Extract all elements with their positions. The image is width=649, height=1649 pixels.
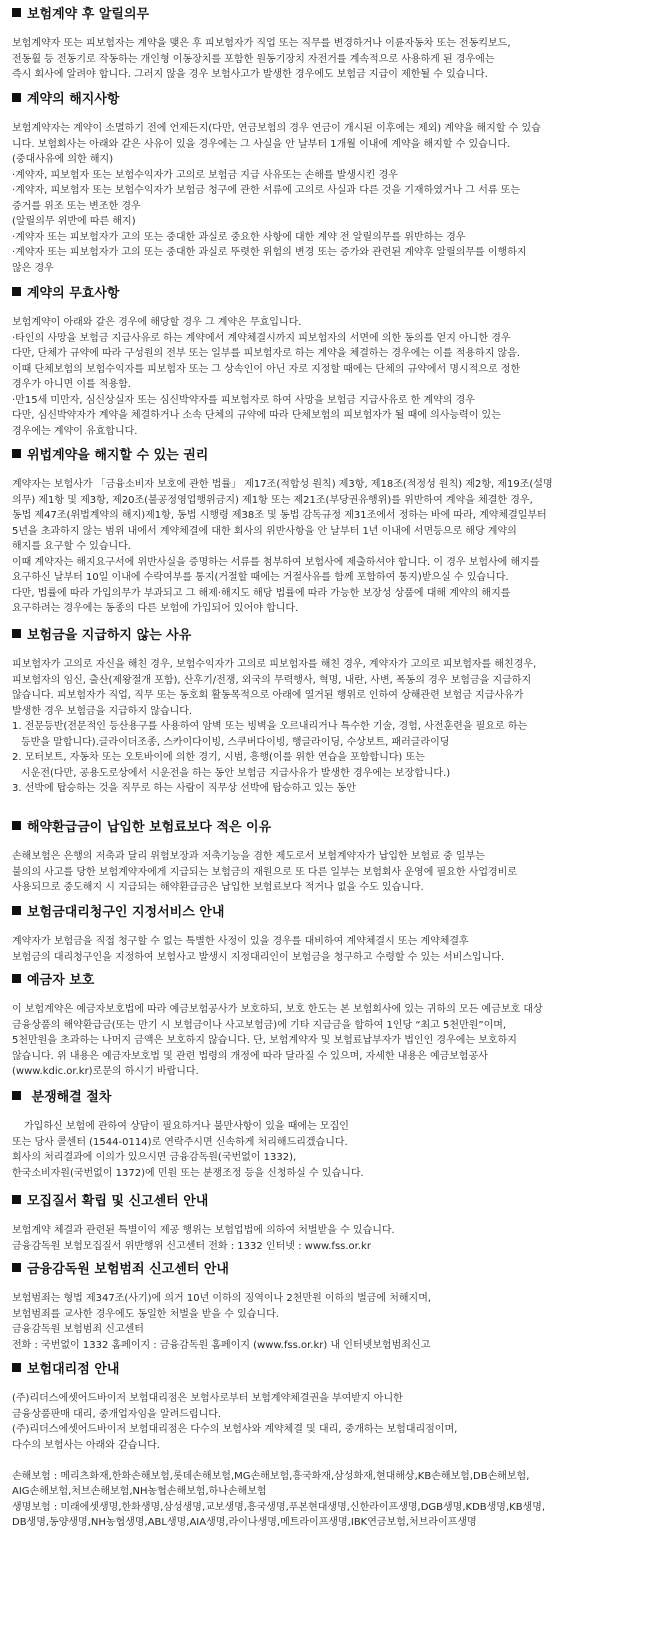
text-line: 다만, 법률에 따라 가입의무가 부과되고 그 해제·해지도 해당 법률에 따라 가능한 보장성 상품에 대해 계약의 해지를	[12, 587, 511, 599]
square-bullet-icon	[12, 1091, 21, 1100]
text-line: 손해보험은 은행의 저축과 달리 위험보장과 저축기능을 겸한 제도로서 보험계약자가 납입한 보험료 중 일부는	[12, 851, 485, 862]
section-heading: 분쟁해결 절차	[12, 1089, 641, 1107]
square-bullet-icon	[12, 1195, 21, 1204]
section-heading: 계약의 무효사항	[12, 285, 641, 303]
section-surrender-value	[12, 819, 641, 896]
section-termination	[12, 91, 641, 276]
section-dispute-resolution	[12, 1089, 641, 1181]
text-line: 가입하신 보험에 관하여 상담이 필요하거나 불만사항이 있을 때에는 모집인	[24, 1121, 349, 1132]
text-line: ·계약자, 피보험자 또는 보험수익자가 보험금 청구에 관한 서류에 고의로 사실과 다른 것을 기재하였거나 그 서류 또는	[12, 185, 521, 196]
text-line: 이때 단체보험의 보험수익자를 피보험자 또는 그 상속인이 아닌 자로 지정할 때에는 단체의 규약에서 명시적으로 정한	[12, 363, 521, 375]
square-bullet-icon	[12, 629, 21, 638]
section-heading: 보험금을 지급하지 않는 사유	[12, 627, 641, 645]
text-line: 전화 : 국번없이 1332 홈페이지 : 금융감독원 홈페이지 (www.fss.or.kr) 내 인터넷보험범죄신고	[12, 1339, 431, 1351]
text-line: 동법 제47조(위법계약의 해지)제1항, 동법 시행령 제38조 및 동법 감독규정 제31조에서 정하는 바에 따라, 계약체결일부터	[12, 510, 547, 521]
text-line: 등반을 말합니다).글라이더조종, 스카이다이빙, 스쿠버다이빙, 행글라이딩, 수상보트, 패러글라이딩	[21, 736, 450, 748]
section-heading: 보험금대리청구인 지정서비스 안내	[12, 904, 641, 922]
blank-line	[12, 1453, 641, 1469]
section-body	[12, 1391, 641, 1531]
text-line: 보험계약자 또는 피보험자는 계약을 맺은 후 피보험자가 직업 또는 직무를 변경하거나 이륜자동차 또는 전동킥보드,	[12, 38, 511, 49]
text-line: 이 보험계약은 예금자보호법에 따라 예금보험공사가 보호하되, 보호 한도는 본 보험회사에 있는 귀하의 모든 예금보호 대상	[12, 1004, 543, 1015]
text-line: 보험계약이 아래와 같은 경우에 해당할 경우 그 계약은 무효입니다.	[12, 317, 302, 328]
text-line: 2. 모터보트, 자동차 또는 오토바이에 의한 경기, 시범, 흥행(이를 위한 연습을 포함합니다) 또는	[12, 752, 425, 763]
section-body	[12, 1002, 641, 1080]
section-heading: 위법계약을 해지할 수 있는 권리	[12, 447, 641, 465]
section-heading: 예금자 보호	[12, 972, 641, 990]
section-notification-duty	[12, 6, 641, 83]
section-solicitation-order	[12, 1193, 641, 1254]
section-insurance-agency	[12, 1361, 641, 1531]
square-bullet-icon	[12, 906, 21, 915]
text-line: 보험계약자는 계약이 소멸하기 전에 언제든지(다만, 연금보험의 경우 연금이 개시된 이후에는 제외) 계약을 해지할 수 있습	[12, 123, 541, 134]
text-line: (주)리더스에셋어드바이저 보험대리점은 보험사로부터 보험계약체결권을 부여받지 아니한	[12, 1393, 403, 1404]
text-line: 증거를 위조 또는 변조한 경우	[12, 200, 141, 212]
text-line: 즉시 회사에 알려야 합니다. 그러지 않을 경우 보험사고가 발생한 경우에도 보험금 지급이 제한될 수 있습니다.	[12, 69, 488, 80]
text-line: 다만, 심신박약자가 계약을 체결하거나 소속 단체의 규약에 따라 단체보험의 피보험자가 될 때에 의사능력이 있는	[12, 410, 501, 421]
text-line: ·타인의 사망을 보험금 지급사유로 하는 계약에서 계약체결시까지 피보험자의 서면에 의한 동의를 얻지 아니한 경우	[12, 332, 511, 344]
text-line: 금융감독원 보험모집질서 위반행위 신고센터 전화 : 1332 인터넷 : www.fss.or.kr	[12, 1240, 371, 1252]
text-line: (알릴의무 위반에 따른 해지)	[12, 216, 136, 227]
square-bullet-icon	[12, 821, 21, 830]
insurer-list-line: DB생명,동양생명,NH농협생명,ABL생명,AIA생명,라이나생명,메트라이프생명,IBK연금보험,처브라이프생명	[12, 1517, 477, 1528]
section-heading: 보험대리점 안내	[12, 1361, 641, 1379]
text-line: 발생한 경우 보험금을 지급하지 않습니다.	[12, 705, 193, 717]
square-bullet-icon	[12, 287, 21, 296]
section-insurance-fraud	[12, 1261, 641, 1353]
text-line: 않습니다. 위 내용은 예금자보호법 및 관련 법령의 개정에 따라 달라질 수 있으며, 자세한 내용은 예금보험공사	[12, 1050, 488, 1062]
text-line: 경우가 아니면 이를 적용함.	[12, 379, 131, 390]
section-heading: 금융감독원 보험범죄 신고센터 안내	[12, 1261, 641, 1279]
section-heading: 해약환급금이 납입한 보험료보다 적은 이유	[12, 819, 641, 837]
section-body	[12, 315, 641, 439]
text-line: (www.kdic.or.kr)로문의 하시기 바랍니다.	[12, 1066, 199, 1077]
section-body	[12, 657, 641, 797]
section-heading: 보험계약 후 알릴의무	[12, 6, 641, 24]
text-line: 않은 경우	[12, 262, 54, 274]
text-line: 보험범죄는 형법 제347조(사기)에 의거 10년 이하의 징역이나 2천만원 이하의 벌금에 처해지며,	[12, 1293, 432, 1304]
text-line: 1. 전문등반(전문적인 등산용구를 사용하여 암벽 또는 빙벽을 오르내리거나 특수한 기술, 경험, 사전훈련을 필요로 하는	[12, 721, 528, 732]
text-line: ·계약자 또는 피보험자가 고의 또는 중대한 과실로 뚜렷한 위험의 변경 또는 증가와 관련된 계약후 알릴의무를 이행하지	[12, 247, 527, 258]
text-line: 이때 계약자는 해지요구서에 위반사실을 증명하는 서류를 첨부하여 보험사에 제출하셔야 합니다. 이 경우 보험사에 해지를	[12, 556, 540, 568]
text-line: 경우에는 계약이 유효합니다.	[12, 425, 138, 437]
section-non-payment	[12, 627, 641, 797]
section-illegal-contract	[12, 447, 641, 617]
square-bullet-icon	[12, 8, 21, 17]
section-invalidity	[12, 285, 641, 439]
section-body	[12, 934, 641, 965]
section-body	[12, 477, 641, 617]
square-bullet-icon	[12, 93, 21, 102]
square-bullet-icon	[12, 1263, 21, 1272]
insurer-list-line: 생명보험 : 미래에셋생명,한화생명,삼성생명,교보생명,흥국생명,푸본현대생명,신한라이프생명,DGB생명,KDB생명,KB생명,	[12, 1501, 546, 1513]
text-line: 다수의 보험사는 아래와 같습니다.	[12, 1439, 160, 1451]
text-line: 시운전(다만, 공용도로상에서 시운전을 하는 동안 보험금 지급사유가 발생한 경우에는 보장합니다.)	[21, 767, 451, 779]
square-bullet-icon	[12, 449, 21, 458]
section-heading: 계약의 해지사항	[12, 91, 641, 109]
section-body	[12, 1119, 641, 1181]
text-line: 사용되므로 중도해지 시 지급되는 해약환급금은 납입한 보험료보다 적거나 없을 수도 있습니다.	[12, 882, 424, 893]
text-line: (주)리더스에셋어드바이저 보험대리점은 다수의 보험사와 계약체결 및 대리, 중개하는 보험대리점이며,	[12, 1424, 458, 1435]
text-line: 보험범죄를 교사한 경우에도 동일한 처벌을 받을 수 있습니다.	[12, 1308, 279, 1320]
text-line: ·만15세 미만자, 심신상실자 또는 심신박약자를 피보험자로 하여 사망을 보험금 지급사유로 한 계약의 경우	[12, 394, 475, 406]
square-bullet-icon	[12, 1363, 21, 1372]
text-line: 금융상품의 해약환급금(또는 만기 시 보험금이나 사고보험금)에 기타 지급금을 합하여 1인당 “최고 5천만원”이며,	[12, 1019, 507, 1031]
text-line: 해지를 요구할 수 있습니다.	[12, 541, 131, 552]
text-line: 전동휠 등 전동기로 작동하는 개인형 이동장치를 포함한 원동기장치 자전거를 계속적으로 사용하게 된 경우에는	[12, 53, 495, 65]
text-line: 회사의 처리결과에 이의가 있으시면 금융감독원(국번없이 1332),	[12, 1152, 297, 1163]
text-line: 의무) 제1항 및 제3항, 제20조(불공정영업행위금지) 제1항 또는 제21조(부당권유행위)를 위반하여 계약을 체결한 경우,	[12, 494, 533, 506]
text-line: 요구하신 날부터 10일 이내에 수락여부를 통지(거절할 때에는 거절사유를 함께 포함하여 통지)받으실 수 있습니다.	[12, 572, 509, 583]
section-depositor-protection	[12, 972, 641, 1080]
insurer-list-line: 손해보험 : 메리츠화재,한화손해보험,롯데손해보험,MG손해보험,흥국화재,삼성화재,현대해상,KB손해보험,DB손해보험,	[12, 1470, 530, 1482]
text-line: 다만, 단체가 규약에 따라 구성원의 전부 또는 일부를 피보험자로 하는 계약을 체결하는 경우에는 이를 적용하지 않음.	[12, 348, 521, 359]
text-line: ·계약자 또는 피보험자가 고의 또는 중대한 과실로 중요한 사항에 대한 계약 전 알릴의무를 위반하는 경우	[12, 231, 466, 243]
text-line: 피보험자가 고의로 자신을 해친 경우, 보험수익자가 고의로 피보험자를 해친 경우, 계약자가 고의로 피보험자를 해친경우,	[12, 659, 537, 670]
text-line: (중대사유에 의한 해지)	[12, 154, 114, 165]
section-body	[12, 121, 641, 276]
text-line: 계약자가 보험금을 직접 청구할 수 없는 특별한 사정이 있을 경우를 대비하여 계약체결시 또는 계약체결후	[12, 936, 469, 947]
insurer-list-line: AIG손해보험,처브손해보험,NH농협손해보험,하나손해보험	[12, 1486, 267, 1497]
text-line: 한국소비자원(국번없이 1372)에 민원 또는 분쟁조정 등을 신청하실 수 있습니다.	[12, 1167, 364, 1179]
text-line: ·계약자, 피보험자 또는 보험수익자가 고의로 보험금 지급 사유또는 손해를 발생시킨 경우	[12, 169, 398, 181]
section-proxy-claimant	[12, 904, 641, 965]
text-line: 또는 당사 콜센터 (1544-0114)로 연락주시면 신속하게 처리해드리겠습니다.	[12, 1136, 348, 1148]
text-line: 계약자는 보험사가 「금융소비자 보호에 관한 법률」 제17조(적합성 원칙) 제3항, 제18조(적정성 원칙) 제2항, 제19조(설명	[12, 479, 553, 490]
text-line: 3. 선박에 탑승하는 것을 직무로 하는 사람이 직무상 선박에 탑승하고 있는 동안	[12, 783, 356, 794]
section-body	[12, 36, 641, 83]
text-line: 피보험자의 임신, 출산(제왕절개 포함), 산후기/전쟁, 외국의 무력행사, 혁명, 내란, 사변, 폭동의 경우 보험금을 지급하지	[12, 674, 532, 686]
text-line: 니다. 보험회사는 아래와 같은 사유이 있을 경우에는 그 사실을 안 날부터 1개월 이내에 계약을 해지할 수 있습니다.	[12, 138, 511, 150]
section-heading: 모집질서 확립 및 신고센터 안내	[12, 1193, 641, 1211]
text-line: 금융감독원 보험범죄 신고센터	[12, 1324, 144, 1335]
text-line: 않습니다. 피보험자가 직업, 직무 또는 동호회 활동목적으로 아래에 열거된 행위로 인하여 상해관련 보험금 지급사유가	[12, 690, 524, 701]
text-line: 요구하려는 경우에는 동종의 다른 보험에 가입되어 있어야 합니다.	[12, 603, 299, 614]
text-line: 불의의 사고를 당한 보험계약자에게 지급되는 보험금의 재원으로 또 다른 일부는 보험회사 운영에 필요한 사업경비로	[12, 866, 518, 878]
text-line: 보험계약 체결과 관련된 특별이익 제공 행위는 보험업법에 의하여 처벌받을 수 있습니다.	[12, 1225, 395, 1236]
section-body	[12, 849, 641, 896]
text-line: 보험금의 대리청구인을 지정하여 보험사고 발생시 지정대리인이 보험금을 청구하고 수령할 수 있는 서비스입니다.	[12, 951, 505, 963]
text-line: 금융상품판매 대리, 중개업자임을 알려드립니다.	[12, 1408, 222, 1420]
section-body	[12, 1291, 641, 1353]
text-line: 5년을 초과하지 않는 범위 내에서 계약체결에 대한 회사의 위반사항을 안 날부터 1년 이내에 서면등으로 해당 계약의	[12, 525, 517, 537]
text-line: 5천만원을 초과하는 나머지 금액은 보호하지 않습니다. 단, 보험계약자 및 보험료납부자가 법인인 경우에는 보호하지	[12, 1035, 517, 1046]
section-body	[12, 1223, 641, 1254]
square-bullet-icon	[12, 974, 21, 983]
